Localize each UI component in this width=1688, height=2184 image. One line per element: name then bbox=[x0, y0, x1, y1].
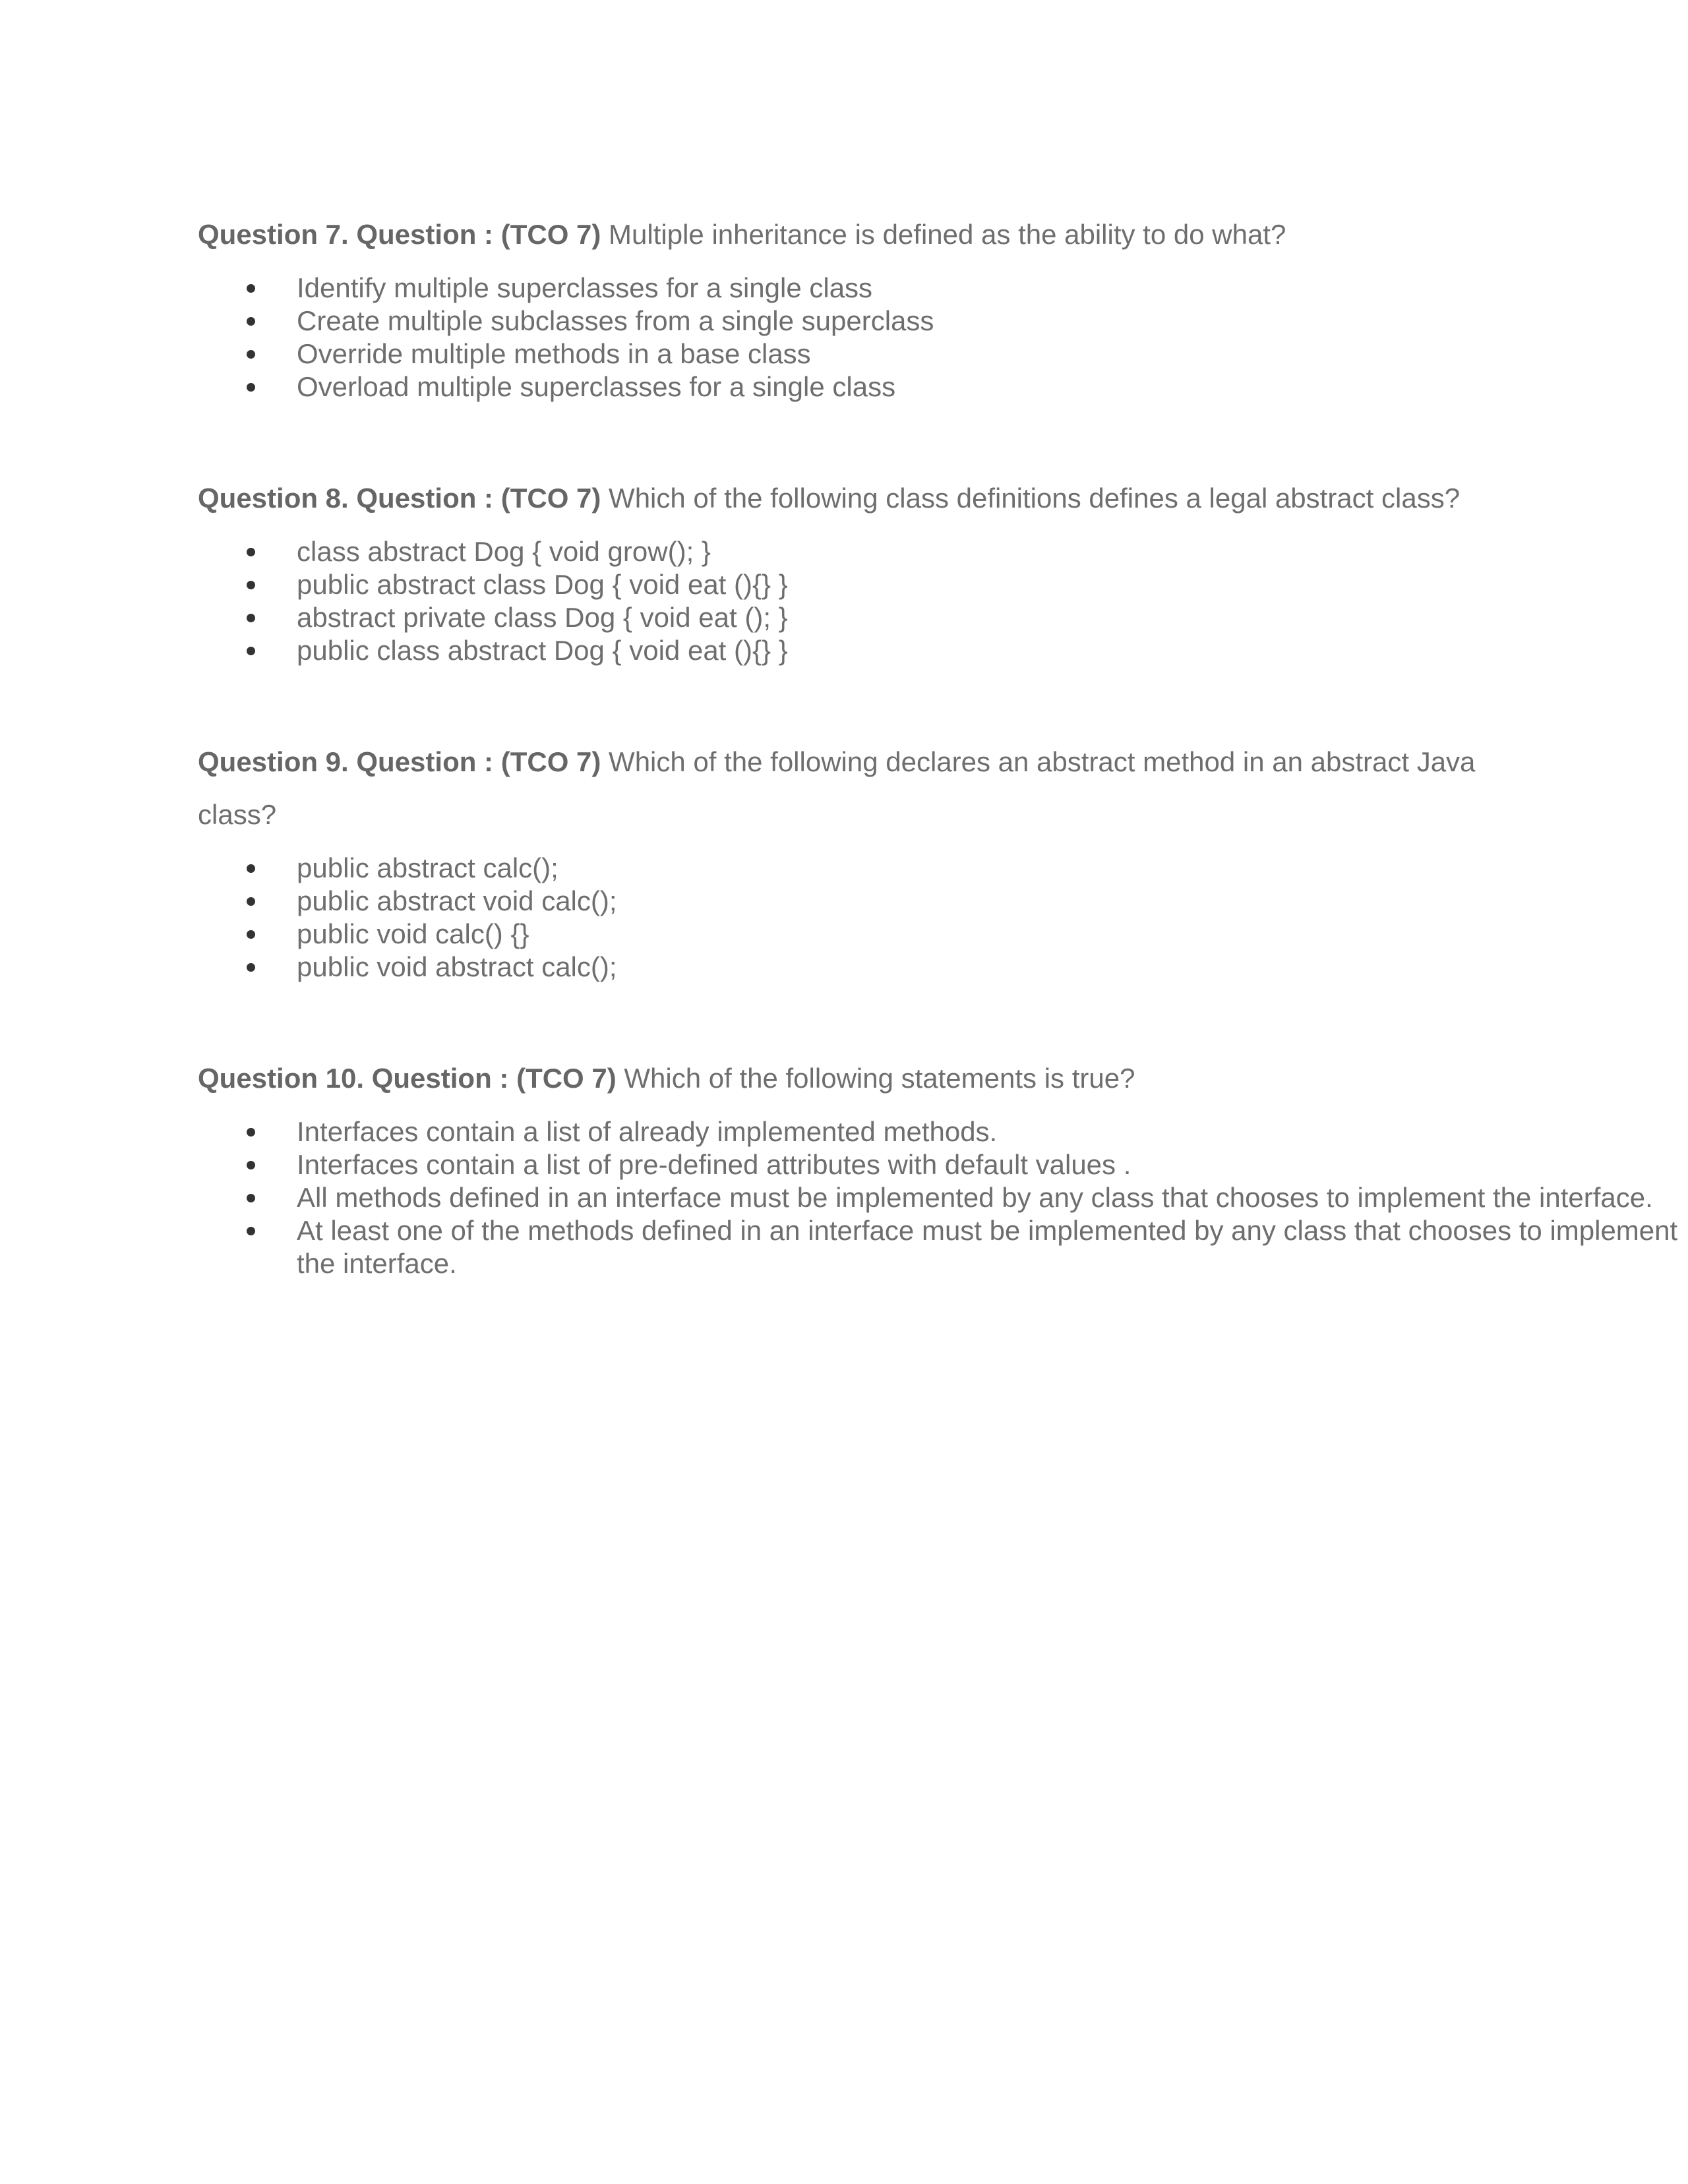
answer-list bbox=[198, 1115, 1678, 1280]
tco-tag: (TCO 7) bbox=[500, 219, 601, 250]
bullet-icon bbox=[247, 614, 255, 622]
question-8 bbox=[198, 472, 1490, 667]
question-label: Question 10. Question : bbox=[198, 1063, 509, 1094]
answer-text: public class abstract Dog { void eat (){} } bbox=[297, 635, 788, 666]
bullet-icon bbox=[247, 581, 255, 589]
answer-text: public abstract calc(); bbox=[297, 852, 558, 883]
answer-option bbox=[198, 568, 1681, 601]
question-7 bbox=[198, 208, 1490, 403]
question-label: Question 7. Question : bbox=[198, 219, 494, 250]
question-heading bbox=[198, 1052, 1490, 1105]
bullet-icon bbox=[247, 383, 255, 392]
answer-text: Interfaces contain a list of pre-defined attributes with default values . bbox=[297, 1149, 1131, 1180]
bullet-icon bbox=[247, 1128, 255, 1136]
answer-option bbox=[198, 852, 1681, 885]
answer-text: abstract private class Dog { void eat (); } bbox=[297, 602, 788, 633]
bullet-icon bbox=[247, 1161, 255, 1169]
answer-text: Override multiple methods in a base class bbox=[297, 338, 811, 369]
answer-option bbox=[198, 1148, 1681, 1181]
question-label: Question 8. Question : bbox=[198, 483, 494, 514]
answer-text: class abstract Dog { void grow(); } bbox=[297, 536, 711, 567]
answer-option bbox=[198, 951, 1681, 984]
answer-text: Interfaces contain a list of already implemented methods. bbox=[297, 1116, 998, 1147]
answer-text: public abstract void calc(); bbox=[297, 885, 617, 916]
bullet-icon bbox=[247, 548, 255, 556]
answer-option bbox=[198, 885, 1681, 918]
answer-option bbox=[198, 634, 1681, 667]
bullet-icon bbox=[247, 284, 255, 293]
answer-option bbox=[198, 338, 1681, 370]
answer-list bbox=[198, 852, 1490, 984]
tco-tag: (TCO 7) bbox=[500, 483, 601, 514]
answer-option bbox=[198, 1214, 1681, 1280]
tco-tag: (TCO 7) bbox=[516, 1063, 617, 1094]
answer-option bbox=[198, 601, 1681, 634]
question-text: Which of the following statements is true? bbox=[624, 1063, 1135, 1094]
answer-option bbox=[198, 272, 1681, 305]
answer-text: All methods defined in an interface must be implemented by any class that chooses to implement the interface. bbox=[297, 1182, 1653, 1213]
answer-text: Overload multiple superclasses for a single class bbox=[297, 371, 896, 402]
answer-list bbox=[198, 535, 1490, 667]
question-heading bbox=[198, 208, 1490, 261]
question-text: Which of the following class definitions defines a legal abstract class? bbox=[609, 483, 1461, 514]
answer-text: Create multiple subclasses from a single superclass bbox=[297, 305, 934, 336]
question-heading bbox=[198, 736, 1490, 841]
bullet-icon bbox=[247, 317, 255, 326]
bullet-icon bbox=[247, 897, 255, 906]
question-text: Multiple inheritance is defined as the ability to do what? bbox=[609, 219, 1286, 250]
bullet-icon bbox=[247, 963, 255, 972]
bullet-icon bbox=[247, 930, 255, 939]
answer-option bbox=[198, 305, 1681, 338]
bullet-icon bbox=[247, 864, 255, 873]
question-heading bbox=[198, 472, 1490, 525]
answer-text: At least one of the methods defined in an interface must be implemented by any class that chooses to implement the interface. bbox=[297, 1215, 1678, 1279]
answer-text: public abstract class Dog { void eat (){} } bbox=[297, 569, 788, 600]
question-10 bbox=[198, 1052, 1678, 1280]
answer-option bbox=[198, 535, 1681, 568]
question-label: Question 9. Question : bbox=[198, 746, 494, 777]
answer-list bbox=[198, 272, 1490, 403]
answer-option bbox=[198, 1115, 1681, 1148]
answer-text: public void calc() {} bbox=[297, 918, 529, 949]
question-text: Which of the following declares an abstract method in an abstract Java class? bbox=[198, 746, 1476, 830]
answer-option bbox=[198, 1181, 1681, 1214]
bullet-icon bbox=[247, 350, 255, 359]
tco-tag: (TCO 7) bbox=[500, 746, 601, 777]
answer-option bbox=[198, 370, 1681, 403]
answer-text: public void abstract calc(); bbox=[297, 951, 617, 982]
question-9 bbox=[198, 736, 1490, 984]
answer-text: Identify multiple superclasses for a single class bbox=[297, 272, 873, 303]
bullet-icon bbox=[247, 1227, 255, 1235]
bullet-icon bbox=[247, 647, 255, 655]
answer-option bbox=[198, 918, 1681, 951]
bullet-icon bbox=[247, 1194, 255, 1202]
